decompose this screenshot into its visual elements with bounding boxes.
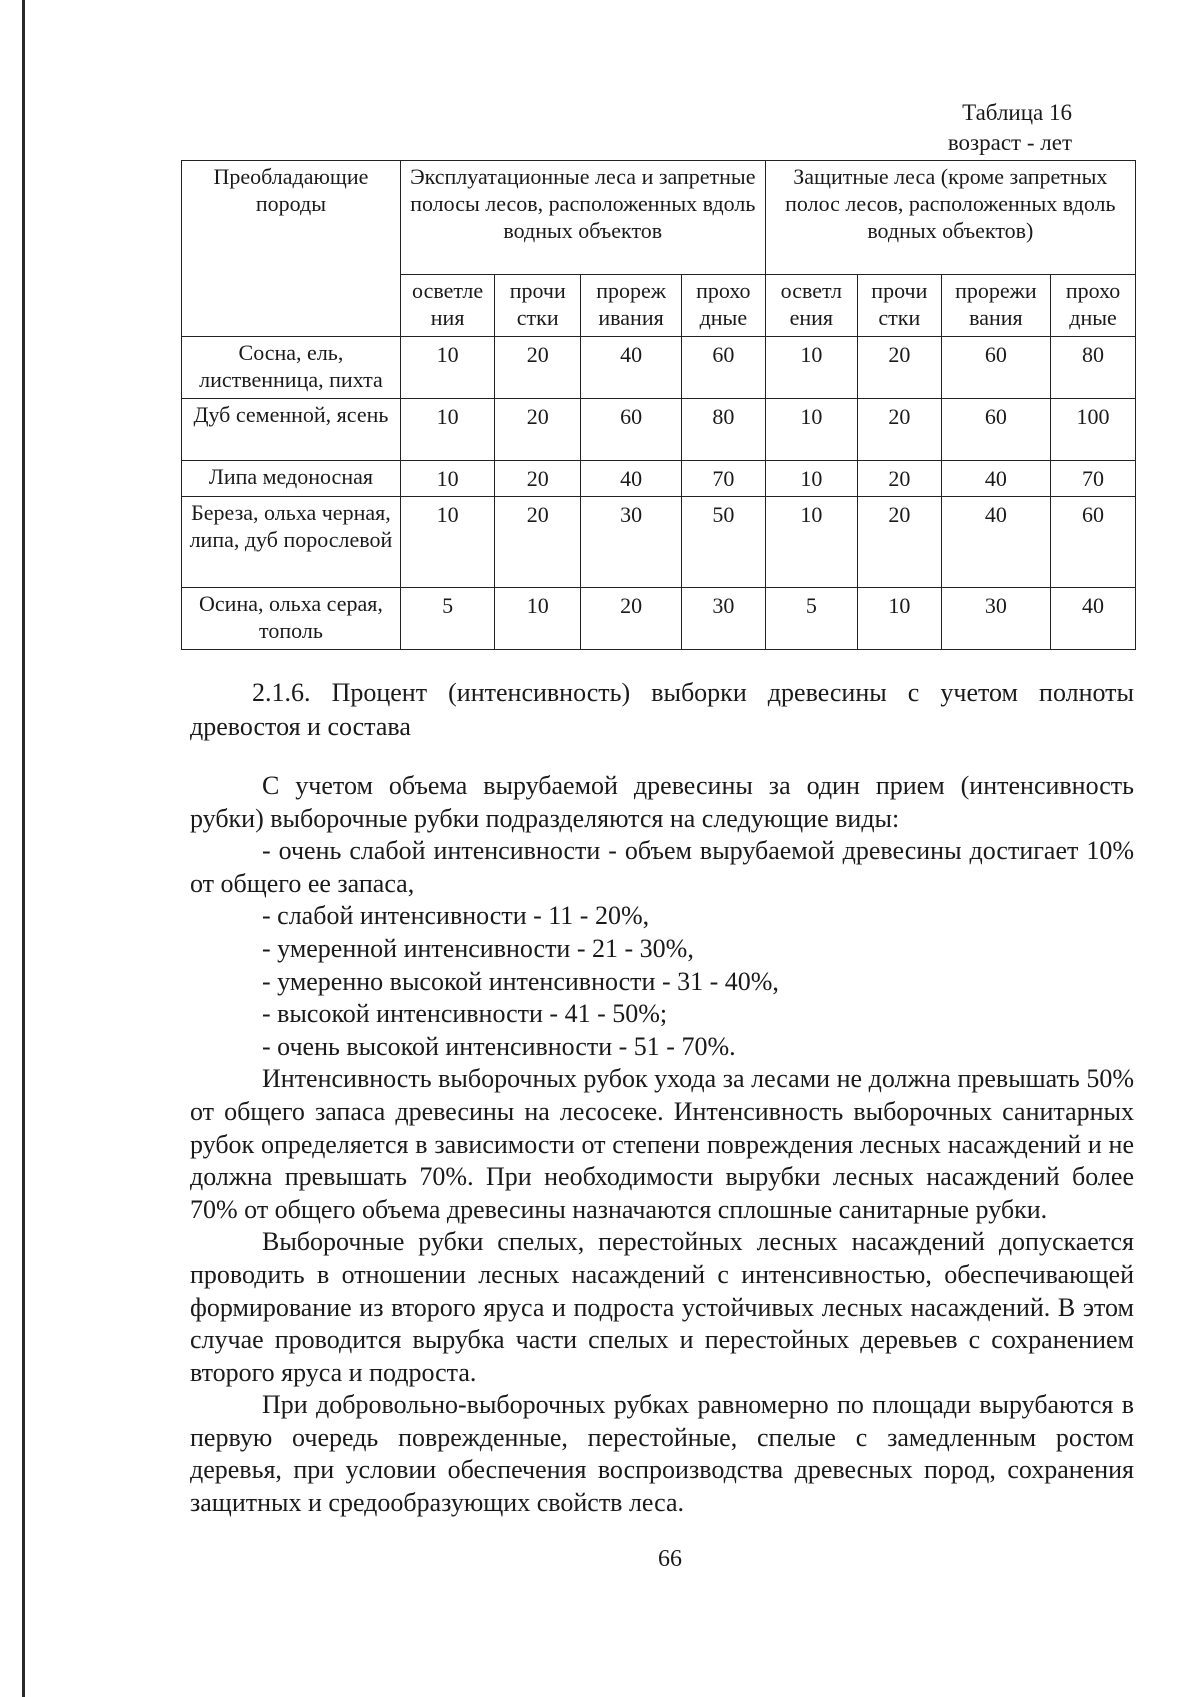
- list-item: - умеренной интенсивности - 21 - 30%,: [262, 933, 694, 963]
- value-cell: 10: [400, 497, 494, 588]
- value-cell: 20: [581, 588, 682, 650]
- value-cell: 20: [857, 337, 941, 399]
- value-cell: 60: [581, 399, 682, 461]
- value-cell: 10: [400, 337, 494, 399]
- value-cell: 10: [400, 461, 494, 497]
- value-cell: 50: [682, 497, 766, 588]
- section-heading: 2.1.6. Процент (интенсивность) выборки древесины с учетом полноты древостоя и состава: [190, 678, 1134, 741]
- value-cell: 30: [581, 497, 682, 588]
- value-cell: 10: [765, 497, 857, 588]
- value-cell: 80: [1051, 337, 1136, 399]
- table-row: [182, 337, 1136, 399]
- value-cell: 40: [941, 461, 1050, 497]
- value-cell: 20: [857, 497, 941, 588]
- page-number: 66: [658, 1546, 682, 1572]
- table-caption: [948, 98, 1072, 158]
- table-row: [182, 588, 1136, 650]
- value-cell: 70: [682, 461, 766, 497]
- value-cell: 20: [495, 337, 581, 399]
- value-cell: 40: [581, 337, 682, 399]
- value-cell: 20: [495, 399, 581, 461]
- subheader-cell: осветле ния: [400, 275, 494, 337]
- value-cell: 60: [1051, 497, 1136, 588]
- value-cell: 30: [941, 588, 1050, 650]
- value-cell: 10: [765, 461, 857, 497]
- species-cell: Осина, ольха серая, тополь: [182, 588, 401, 650]
- paragraph: Выборочные рубки спелых, перестойных лесных насаждений допускается проводить в отношении лесных насаждений с интенсивностью, обеспечивающей формирование из второго яруса и подроста устойчивых лесных насаждений. В этом случае проводится вырубка части спелых и перестойных деревьев с сохранением второго яруса и подроста.: [190, 1227, 1134, 1387]
- species-cell: Береза, ольха черная, липа, дуб порослевой: [182, 497, 401, 588]
- value-cell: 10: [857, 588, 941, 650]
- list-item: - умеренно высокой интенсивности - 31 - 40%,: [262, 966, 779, 996]
- value-cell: 30: [682, 588, 766, 650]
- list-item: - очень высокой интенсивности - 51 - 70%.: [262, 1031, 736, 1061]
- value-cell: 20: [495, 497, 581, 588]
- value-cell: 60: [941, 337, 1050, 399]
- subheader-cell: прорежи вания: [941, 275, 1050, 337]
- species-cell: Дуб семенной, ясень: [182, 399, 401, 461]
- subheader-cell: прочи стки: [495, 275, 581, 337]
- list-item: - очень слабой интенсивности - объем вырубаемой древесины достигает 10% от общего ее запаса,: [190, 836, 1134, 898]
- table-number: Таблица 16: [962, 100, 1072, 125]
- value-cell: 20: [857, 461, 941, 497]
- value-cell: 5: [400, 588, 494, 650]
- table-header-row: [182, 161, 1136, 275]
- value-cell: 10: [765, 399, 857, 461]
- subheader-cell: прочи стки: [857, 275, 941, 337]
- subheader-cell: прохо дные: [1051, 275, 1136, 337]
- data-table: [181, 160, 1136, 650]
- value-cell: 20: [495, 461, 581, 497]
- value-cell: 70: [1051, 461, 1136, 497]
- value-cell: 60: [682, 337, 766, 399]
- value-cell: 40: [1051, 588, 1136, 650]
- value-cell: 10: [495, 588, 581, 650]
- paragraph: При добровольно-выборочных рубках равномерно по площади вырубаются в первую очередь поврежденные, перестойные, спелые с замедленным ростом деревья, при условии обеспечения воспроизводства древесных пород, сохранения защитных и средообразующих свойств леса.: [190, 1390, 1134, 1518]
- paragraph: Интенсивность выборочных рубок ухода за лесами не должна превышать 50% от общего запаса древесины на лесосеке. Интенсивность выборочных санитарных рубок определяется в зависимости от степени повреждения лесных насаждений и не должна превышать 70%. При необходимости вырубки лесных насаждений более 70% от общего объема древесины назначаются сплошные санитарные рубки.: [190, 1064, 1134, 1224]
- value-cell: 20: [857, 399, 941, 461]
- body-text: [190, 770, 1134, 1520]
- value-cell: 80: [682, 399, 766, 461]
- paragraph-intro: С учетом объема вырубаемой древесины за один прием (интенсивность рубки) выборочные рубки подразделяются на следующие виды:: [190, 771, 1134, 833]
- list-item: - слабой интенсивности - 11 - 20%,: [262, 901, 650, 931]
- value-cell: 40: [581, 461, 682, 497]
- value-cell: 10: [765, 337, 857, 399]
- list-item: - высокой интенсивности - 41 - 50%;: [262, 999, 668, 1029]
- value-cell: 40: [941, 497, 1050, 588]
- value-cell: 10: [400, 399, 494, 461]
- header-group-protective: Защитные леса (кроме запретных полос лесов, расположенных вдоль водных объектов): [765, 161, 1135, 275]
- subheader-cell: прореж ивания: [581, 275, 682, 337]
- header-species: Преобладающие породы: [182, 161, 401, 337]
- table-row: [182, 461, 1136, 497]
- subheader-cell: осветл ения: [765, 275, 857, 337]
- table-row: [182, 399, 1136, 461]
- value-cell: 60: [941, 399, 1050, 461]
- species-cell: Липа медоносная: [182, 461, 401, 497]
- value-cell: 5: [765, 588, 857, 650]
- table-unit: возраст - лет: [947, 130, 1072, 155]
- subheader-cell: прохо дные: [682, 275, 766, 337]
- table-row: [182, 497, 1136, 588]
- value-cell: 100: [1051, 399, 1136, 461]
- header-group-exploitation: Эксплуатационные леса и запретные полосы лесов, расположенных вдоль водных объектов: [400, 161, 765, 275]
- species-cell: Сосна, ель, лиственница, пихта: [182, 337, 401, 399]
